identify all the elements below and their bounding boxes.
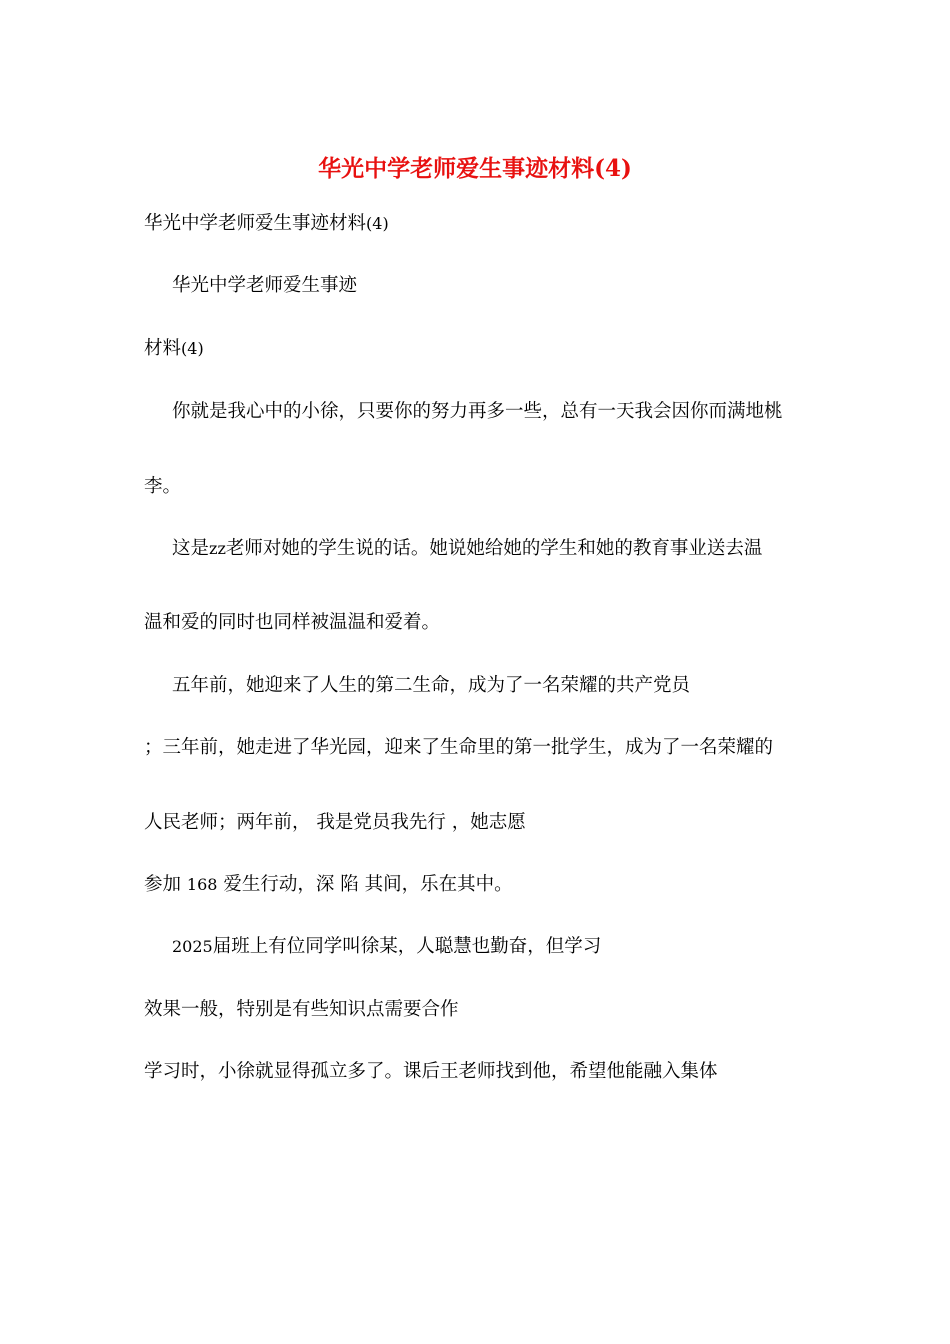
text-line: 华光中学老师爱生事迹材料(4) — [144, 213, 389, 234]
text-line: 材料(4) — [144, 338, 204, 359]
text-line: 五年前，她迎来了人生的第二生命，成为了一名荣耀的共产党员 — [172, 675, 691, 696]
document-title: 华光中学老师爱生事迹材料(4) — [318, 155, 632, 182]
text-line: 学习时，小徐就显得孤立多了。课后王老师找到他，希望他能融入集体 — [144, 1061, 718, 1082]
text-line: 参加 168 爱生行动，深 陷 其间，乐在其中。 — [144, 874, 513, 895]
text-line: 人民老师；两年前， 我是党员我先行 ，她志愿 — [144, 812, 526, 833]
text-line: 李。 — [144, 476, 182, 497]
text-line: 华光中学老师爱生事迹 — [172, 275, 358, 296]
text-line: 这是zz老师对她的学生说的话。她说她给她的学生和她的教育事业送去温 — [172, 538, 763, 559]
text-line: 2025届班上有位同学叫徐某，人聪慧也勤奋，但学习 — [172, 936, 602, 957]
text-line: ；三年前，她走进了华光园，迎来了生命里的第一批学生，成为了一名荣耀的 — [144, 737, 774, 758]
text-line: 效果一般，特别是有些知识点需要合作 — [144, 999, 459, 1020]
text-line: 你就是我心中的小徐，只要你的努力再多一些，总有一天我会因你而满地桃 — [172, 401, 783, 422]
text-line: 温和爱的同时也同样被温温和爱着。 — [144, 612, 441, 633]
